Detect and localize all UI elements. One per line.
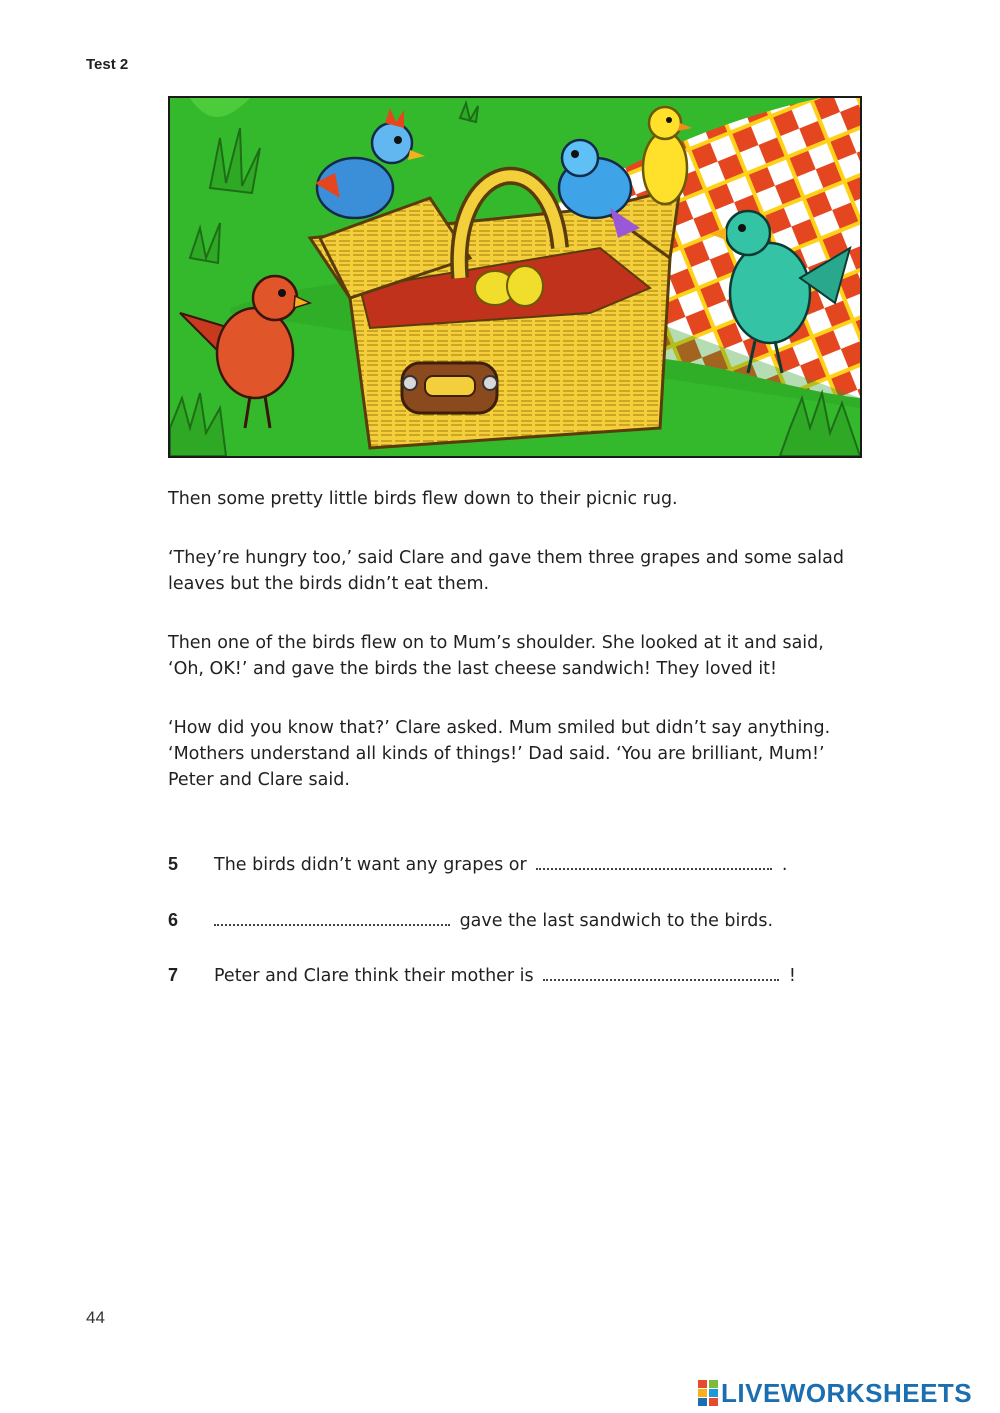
story-text — [168, 486, 868, 826]
story-paragraph-2 — [168, 545, 868, 597]
answer-blank-7[interactable] — [543, 965, 779, 981]
story-line: ‘Mothers understand all kinds of things!’ Dad said. ‘You are brilliant, Mum!’ — [168, 744, 825, 764]
story-line: ‘Oh, OK!’ and gave the birds the last cheese sandwich! They loved it! — [168, 659, 778, 679]
question-text — [214, 965, 796, 986]
question-text — [214, 910, 773, 931]
answer-blank-5[interactable] — [536, 854, 772, 870]
picnic-scene — [170, 98, 860, 456]
story-line: Then one of the birds flew on to Mum’s shoulder. She looked at it and said, — [168, 633, 824, 653]
question-number: 5 — [168, 854, 179, 874]
picnic-illustration — [168, 96, 862, 458]
question-after: . — [781, 855, 788, 875]
story-line: Peter and Clare said. — [168, 770, 350, 790]
story-line: ‘They’re hungry too,’ said Clare and gave them three grapes and some salad — [168, 548, 844, 568]
story-paragraph-3 — [168, 630, 868, 682]
liveworksheets-logo-icon — [698, 1380, 718, 1406]
question-text — [214, 854, 787, 875]
story-paragraph-4 — [168, 715, 868, 793]
brand-footer — [698, 1378, 972, 1408]
question-before: Peter and Clare think their mother is — [214, 966, 534, 986]
question-number: 6 — [168, 910, 179, 930]
story-paragraph-1 — [168, 486, 868, 512]
story-line: Then some pretty little birds flew down to their picnic rug. — [168, 489, 678, 509]
story-line: ‘How did you know that?’ Clare asked. Mum smiled but didn’t say anything. — [168, 718, 831, 738]
question-before: The birds didn’t want any grapes or — [214, 855, 527, 875]
answer-blank-6[interactable] — [214, 910, 450, 926]
question-after: ! — [788, 966, 796, 986]
question-number: 7 — [168, 965, 179, 985]
question-after: gave the last sandwich to the birds. — [459, 911, 774, 931]
page-number: 44 — [86, 1308, 105, 1327]
test-label: Test 2 — [86, 56, 129, 73]
brand-name: LIVEWORKSHEETS — [721, 1377, 973, 1408]
story-line: leaves but the birds didn’t eat them. — [168, 574, 490, 594]
